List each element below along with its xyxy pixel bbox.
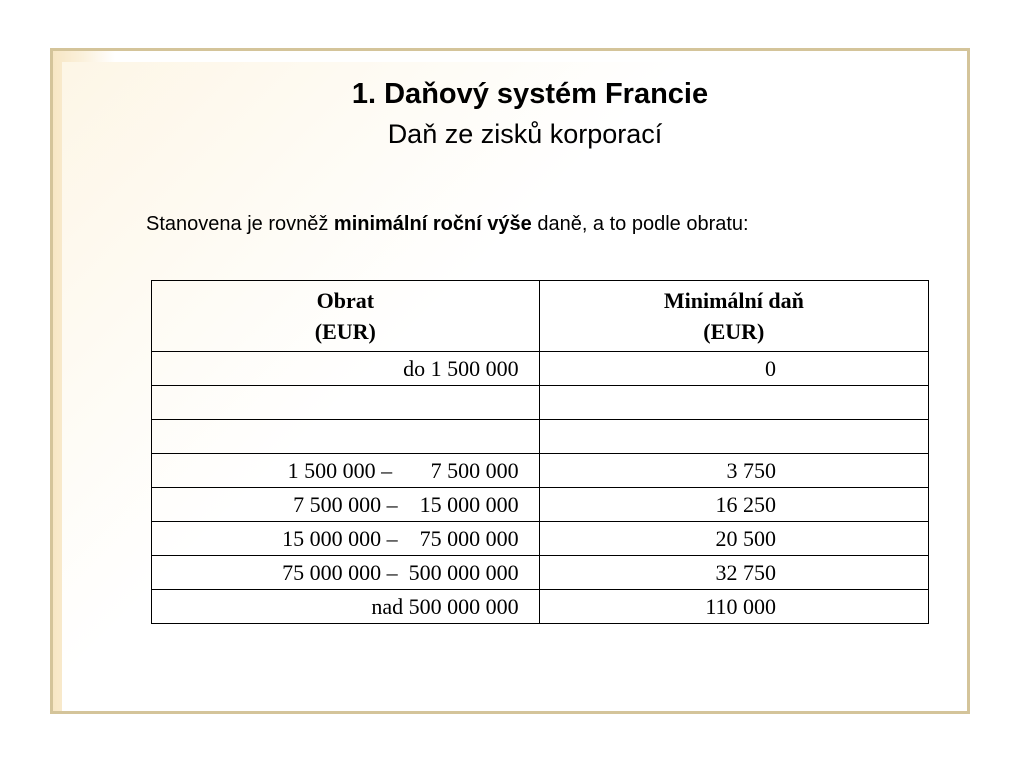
slide-subtitle: Daň ze zisků korporací (387, 119, 663, 149)
tax-cell (539, 420, 928, 454)
table-row (152, 556, 929, 590)
header-min-tax (539, 281, 928, 352)
tax-cell: 110 000 (539, 590, 928, 624)
turnover-cell: do 1 500 000 (152, 352, 540, 386)
turnover-cell (152, 420, 540, 454)
intro-text (146, 213, 749, 236)
tax-cell: 32 750 (539, 556, 928, 590)
table-row (152, 522, 929, 556)
tax-cell: 16 250 (539, 488, 928, 522)
table-row (152, 488, 929, 522)
table-row (152, 454, 929, 488)
table-row (152, 386, 929, 420)
tax-cell: 0 (539, 352, 928, 386)
header-turnover-unit: (EUR) (314, 319, 376, 344)
table-row (152, 420, 929, 454)
table-row (152, 590, 929, 624)
turnover-cell (152, 386, 540, 420)
header-min-tax-unit: (EUR) (703, 319, 765, 344)
tax-cell (539, 386, 928, 420)
turnover-cell: 1 500 000 – 7 500 000 (152, 454, 540, 488)
turnover-cell: nad 500 000 000 (152, 590, 540, 624)
header-min-tax-label: Minimální daň (663, 288, 804, 313)
turnover-cell: 7 500 000 – 15 000 000 (152, 488, 540, 522)
header-turnover (152, 281, 540, 352)
table-row (152, 352, 929, 386)
intro-text-start: Stanovena je rovněž (146, 213, 334, 235)
tax-cell: 20 500 (539, 522, 928, 556)
table-header-row (152, 281, 929, 352)
turnover-cell: 75 000 000 – 500 000 000 (152, 556, 540, 590)
turnover-cell: 15 000 000 – 75 000 000 (152, 522, 540, 556)
tax-cell: 3 750 (539, 454, 928, 488)
minimum-tax-table (151, 280, 929, 624)
header-turnover-label: Obrat (316, 288, 375, 313)
slide-title: 1. Daňový systém Francie (351, 78, 709, 110)
intro-text-end: daně, a to podle obratu: (531, 213, 749, 235)
intro-text-bold: minimální roční výše (333, 213, 532, 235)
